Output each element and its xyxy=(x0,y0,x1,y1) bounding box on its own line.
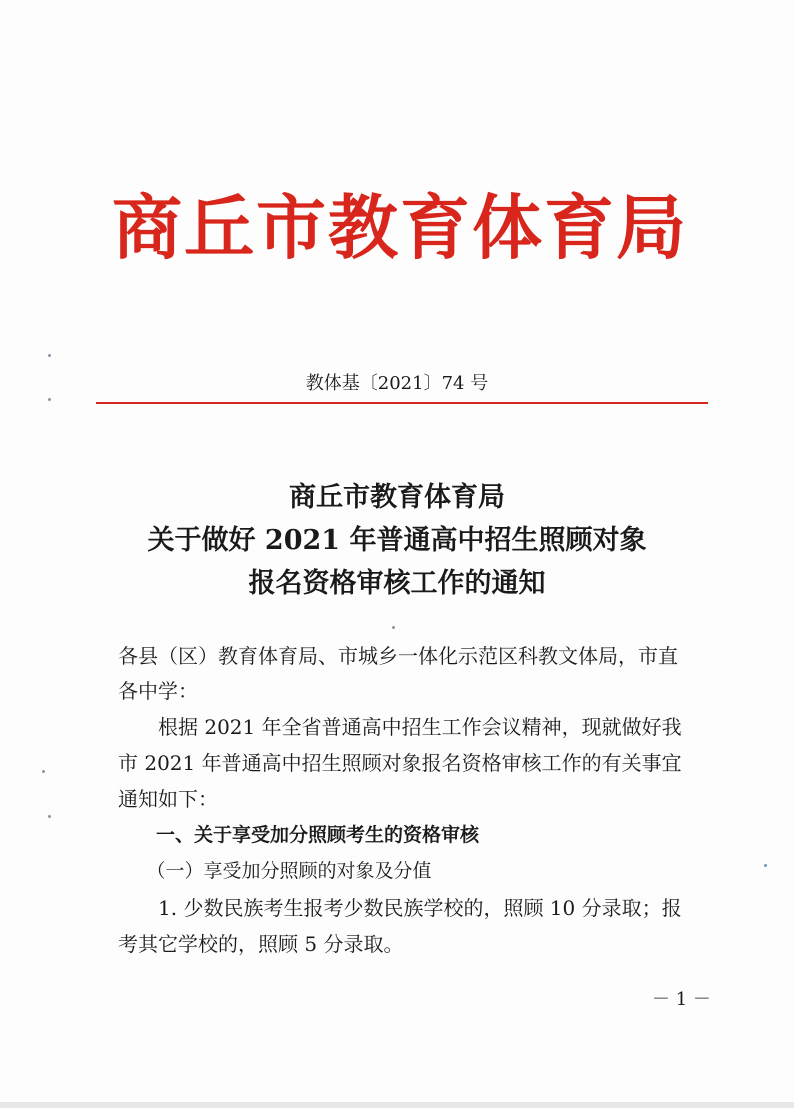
recipients-line-2: 各中学： xyxy=(118,679,198,703)
scan-speck xyxy=(48,398,51,401)
notice-title-line-2: 关于做好 2021 年普通高中招生照顾对象 xyxy=(147,525,647,556)
notice-title-line-3: 报名资格审核工作的通知 xyxy=(248,568,546,599)
intro-paragraph-line-2: 市 2021 年普通高中招生照顾对象报名资格审核工作的有关事宜 xyxy=(118,751,682,775)
subsection-heading-1: （一）享受加分照顾的对象及分值 xyxy=(118,860,432,882)
scan-speck xyxy=(48,815,51,818)
notice-title-line-1: 商丘市教育体育局 xyxy=(289,482,505,513)
intro-paragraph-line-3: 通知如下： xyxy=(118,787,218,811)
intro-paragraph-line-1: 根据 2021 年全省普通高中招生工作会议精神，现就做好我 xyxy=(118,715,682,739)
scan-speck xyxy=(392,626,395,629)
section-heading-1: 一、关于享受加分照顾考生的资格审核 xyxy=(118,824,480,846)
red-divider-line xyxy=(96,402,708,404)
document-number: 教体基〔2021〕74 号 xyxy=(305,373,489,394)
item-1-line-2: 考其它学校的，照顾 5 分录取。 xyxy=(118,932,404,956)
scan-bottom-edge xyxy=(0,1102,794,1108)
recipients-line-1: 各县（区）教育体育局、市城乡一体化示范区科教文体局，市直 xyxy=(118,644,678,668)
page-number: － 1 － xyxy=(652,989,711,1010)
agency-masthead: 商丘市教育体育局 xyxy=(112,186,688,269)
scan-speck xyxy=(48,354,51,357)
item-1-line-1: 1. 少数民族考生报考少数民族学校的，照顾 10 分录取；报 xyxy=(118,896,682,920)
scan-speck xyxy=(42,770,45,773)
scan-speck xyxy=(764,864,767,867)
